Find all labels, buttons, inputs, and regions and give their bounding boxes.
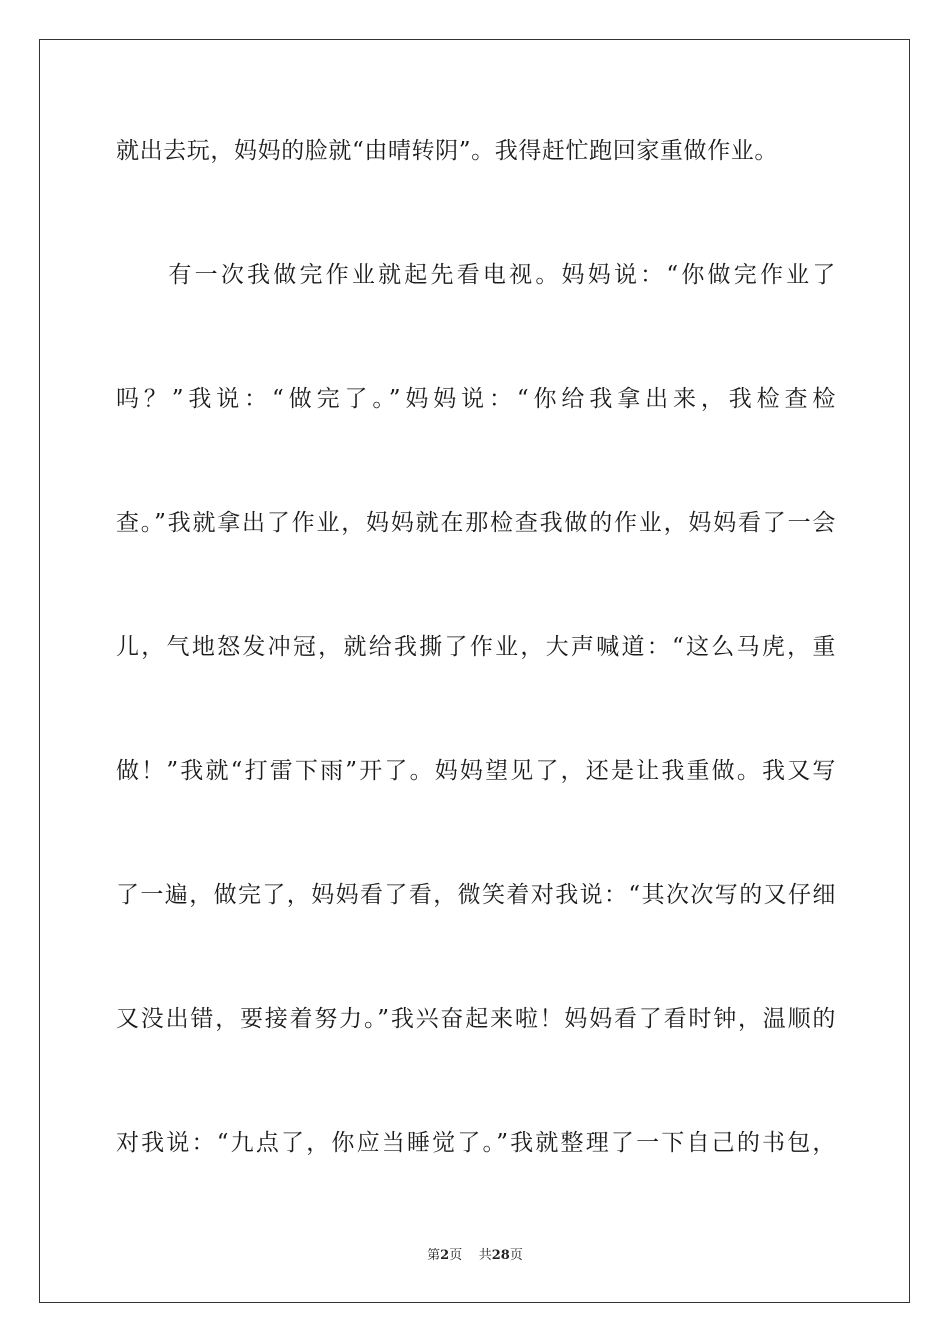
page-number: 2: [440, 1248, 450, 1263]
page-footer: [0, 1247, 950, 1265]
text-line-1: 就出去玩，妈妈的脸就“由晴转阴”。我得赶忙跑回家重做作业。: [116, 138, 778, 164]
page-suffix: 页: [449, 1248, 463, 1263]
total-suffix: 页: [509, 1248, 523, 1263]
text-line-3: 吗？”我说：“做完了。”妈妈说：“你给我拿出来，我检查检: [116, 386, 836, 412]
total-prefix: 共: [478, 1248, 492, 1263]
total-pages: 28: [491, 1248, 510, 1263]
text-line-2: 有一次我做完作业就起先看电视。妈妈说：“你做完作业了: [116, 262, 836, 288]
text-line-9: 对我说：“九点了，你应当睡觉了。”我就整理了一下自己的书包，: [116, 1130, 836, 1156]
page-prefix: 第: [427, 1248, 441, 1263]
text-line-4: 查。”我就拿出了作业，妈妈就在那检查我做的作业，妈妈看了一会: [116, 510, 836, 536]
text-line-7: 了一遍，做完了，妈妈看了看，微笑着对我说：“其次次写的又仔细: [116, 882, 836, 908]
text-line-6: 做！”我就“打雷下雨”开了。妈妈望见了，还是让我重做。我又写: [116, 758, 836, 784]
text-line-8: 又没出错，要接着努力。”我兴奋起来啦！妈妈看了看时钟，温顺的: [116, 1006, 836, 1032]
text-line-5: 儿，气地怒发冲冠，就给我撕了作业，大声喊道：“这么马虎，重: [116, 634, 836, 660]
page-border: [39, 39, 910, 1303]
